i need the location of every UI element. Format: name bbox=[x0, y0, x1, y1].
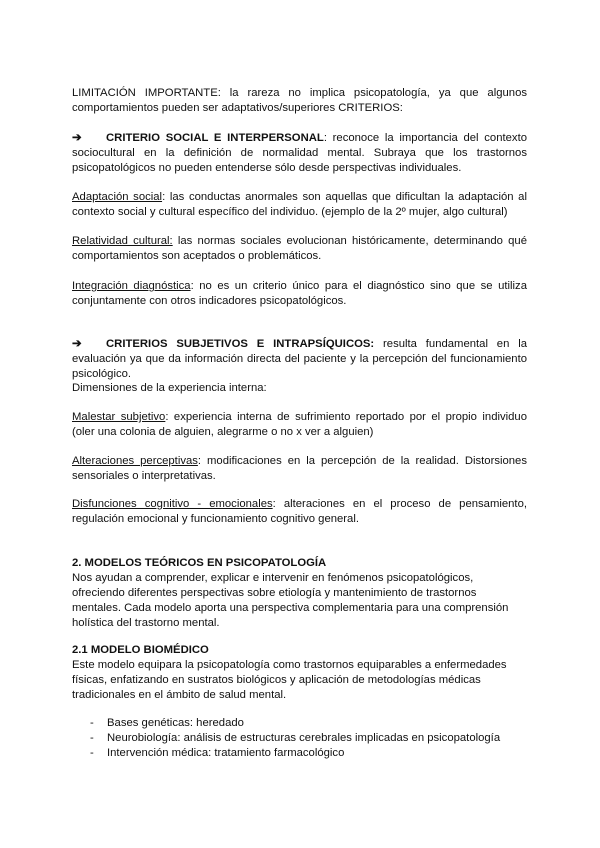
section-2-1-heading: 2.1 MODELO BIOMÉDICO bbox=[72, 644, 209, 656]
list-item-text: Neurobiología: análisis de estructuras cerebrales implicadas en psicopatología bbox=[107, 732, 501, 744]
criterio-social-title: CRITERIO SOCIAL E INTERPERSONAL bbox=[106, 132, 324, 144]
malestar-term: Malestar subjetivo bbox=[72, 411, 166, 423]
integracion-text: : no es un criterio único para el diagnóstico sino que se utiliza conjuntamente con otros indicadores psicopatológicos. bbox=[72, 280, 527, 307]
malestar-paragraph bbox=[72, 410, 527, 440]
criterios-subjetivos-title: CRITERIOS SUBJETIVOS E INTRAPSÍQUICOS: bbox=[106, 338, 375, 350]
list-item bbox=[90, 716, 244, 731]
alteraciones-text: : modificaciones en la percepción de la realidad. Distorsiones sensoriales o interpretativas. bbox=[72, 455, 527, 482]
list-item bbox=[90, 731, 500, 746]
arrow-right-icon: ➔ bbox=[72, 132, 82, 144]
list-item-text: Intervención médica: tratamiento farmacológico bbox=[107, 747, 345, 759]
section-2-1-text: Este modelo equipara la psicopatología como trastornos equiparables a enfermedades físicas, enfatizando en sustratos biológicos y aplicación de metodologías médicas tradicionales en el ámbito de salud mental. bbox=[72, 659, 507, 701]
disfunciones-term: Disfunciones cognitivo - emocionales bbox=[72, 498, 273, 510]
relatividad-text: las normas sociales evolucionan históricamente, determinando qué comportamientos son aceptados o problemáticos. bbox=[72, 235, 527, 262]
disfunciones-text: : alteraciones en el proceso de pensamiento, regulación emocional y funcionamiento cognitivo general. bbox=[72, 498, 527, 525]
intro-text: LIMITACIÓN IMPORTANTE: la rareza no implica psicopatología, ya que algunos comportamientos pueden ser adaptativos/superiores CRITERIOS: bbox=[72, 87, 527, 114]
dash-bullet: - bbox=[90, 717, 94, 729]
list-item bbox=[90, 746, 344, 761]
section-2-1-paragraph bbox=[72, 658, 527, 703]
integracion-term: Integración diagnóstica bbox=[72, 280, 191, 292]
dash-bullet: - bbox=[90, 747, 94, 759]
section-2-heading: 2. MODELOS TEÓRICOS EN PSICOPATOLOGÍA bbox=[72, 557, 327, 569]
dimensiones-text: Dimensiones de la experiencia interna: bbox=[72, 382, 267, 394]
adaptacion-term: Adaptación social bbox=[72, 191, 163, 203]
disfunciones-paragraph bbox=[72, 497, 527, 527]
criterios-subjetivos-text: resulta fundamental en la evaluación ya que da información directa del paciente y la percepción del funcionamiento psicológico. bbox=[72, 338, 527, 380]
arrow-right-icon: ➔ bbox=[72, 338, 82, 350]
section-2-paragraph bbox=[72, 571, 527, 631]
dash-bullet: - bbox=[90, 732, 94, 744]
adaptacion-paragraph bbox=[72, 190, 527, 220]
dimensiones-paragraph bbox=[72, 381, 527, 396]
section-2-text: Nos ayudan a comprender, explicar e intervenir en fenómenos psicopatológicos, ofreciendo diferentes perspectivas sobre etiología y mantenimiento de trastornos mentales. Cada modelo aporta una perspectiva complementaria para una comprensión holística del trastorno mental. bbox=[72, 572, 509, 629]
intro-paragraph bbox=[72, 86, 527, 116]
list-item-text: Bases genéticas: heredado bbox=[107, 717, 244, 729]
alteraciones-term: Alteraciones perceptivas bbox=[72, 455, 198, 467]
malestar-text: : experiencia interna de sufrimiento reportado por el propio individuo (oler una colonia de alguien, alegrarme o no x ver a alguien) bbox=[72, 411, 527, 438]
alteraciones-paragraph bbox=[72, 454, 527, 484]
criterio-social-paragraph bbox=[72, 131, 527, 176]
relatividad-term: Relatividad cultural: bbox=[72, 235, 173, 247]
adaptacion-text: : las conductas anormales son aquellas que dificultan la adaptación al contexto social y cultural específico del individuo. (ejemplo de la 2º mujer, algo cultural) bbox=[72, 191, 527, 218]
criterios-subjetivos-paragraph bbox=[72, 337, 527, 382]
relatividad-paragraph bbox=[72, 234, 527, 264]
criterio-social-text: : reconoce la importancia del contexto sociocultural en la definición de normalidad mental. Subraya que los trastornos psicopatológicos no pueden entenderse sólo desde perspectivas individuales. bbox=[72, 132, 527, 174]
integracion-paragraph bbox=[72, 279, 527, 309]
